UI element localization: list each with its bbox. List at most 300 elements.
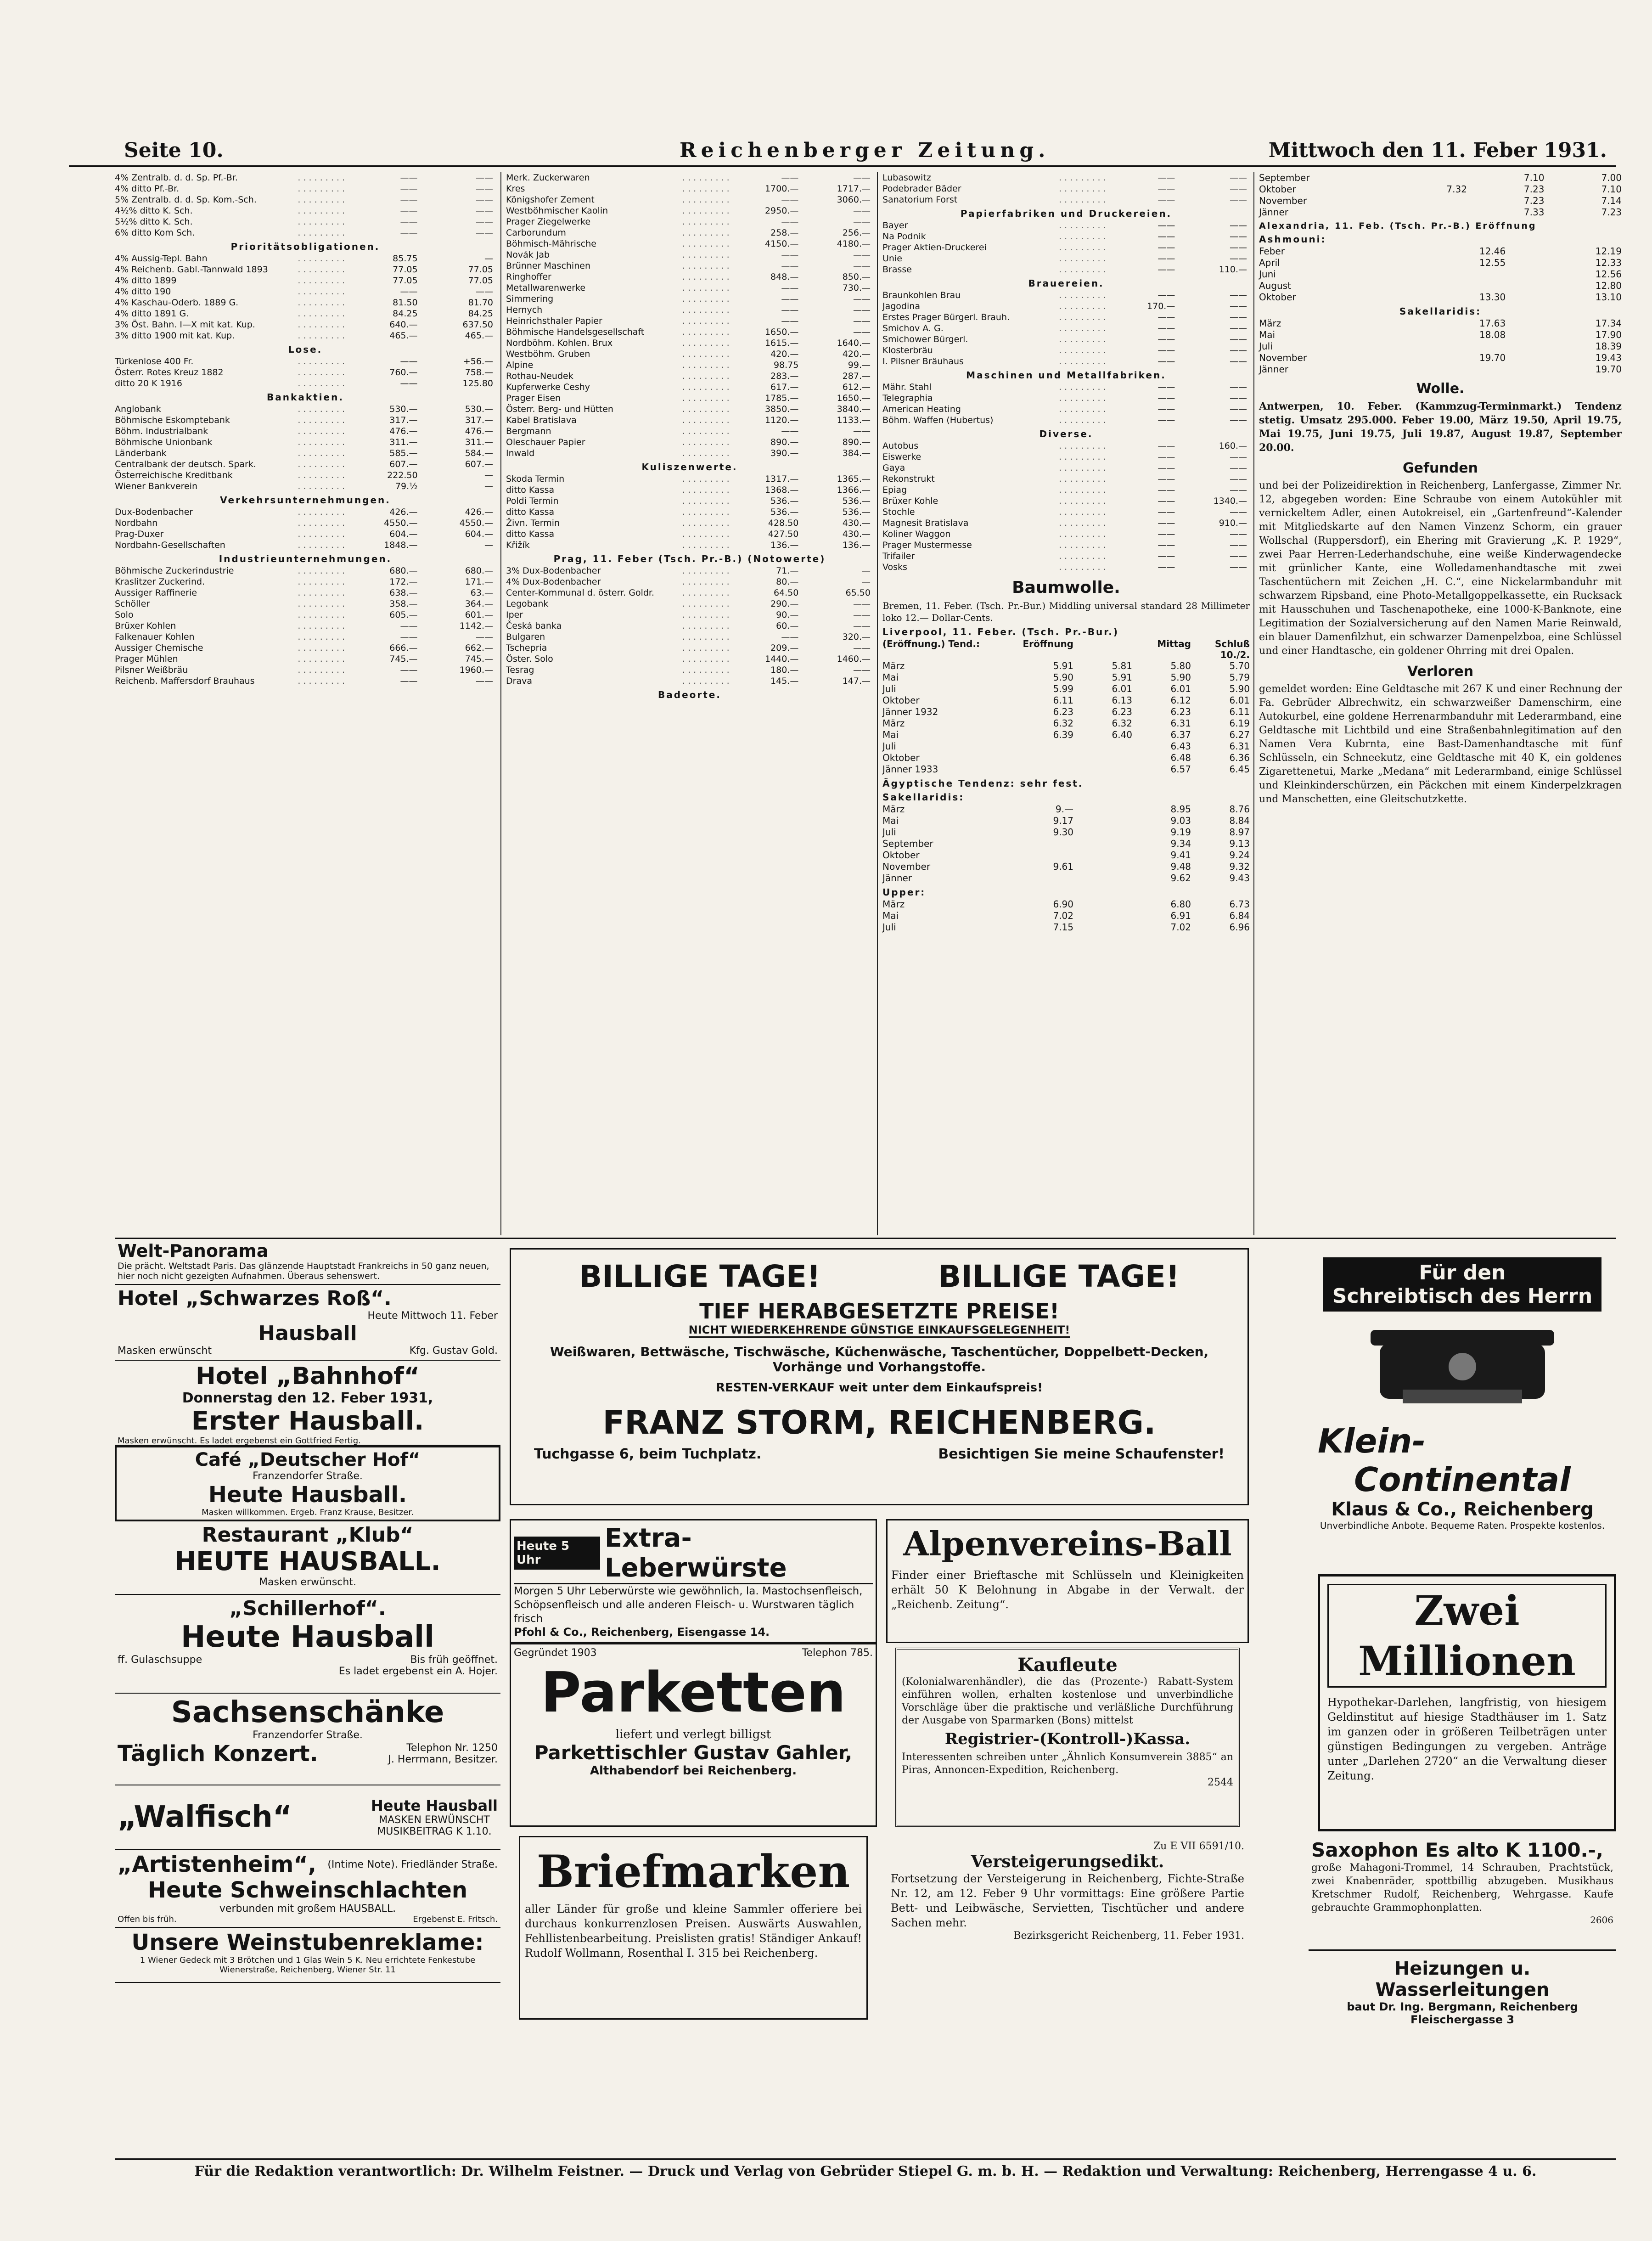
stock-value-prev: 585.— (389, 448, 418, 458)
stock-name: Länderbank (115, 448, 167, 458)
stock-row (506, 518, 873, 529)
ad-owner: Kfg. Gustav Gold. (409, 1345, 498, 1357)
stock-value-prev: —— (1158, 452, 1175, 462)
stock-value-curr: — (484, 470, 494, 480)
stock-row (506, 598, 873, 609)
dot-leader: . . . . . . . . . (682, 665, 730, 675)
stock-value-curr: —— (853, 426, 871, 436)
stock-value-curr: — (484, 253, 494, 264)
stock-row (506, 304, 873, 315)
dot-leader: . . . . . . . . . (298, 518, 345, 528)
table-value: 7.02 (1170, 922, 1191, 933)
table-month: Jänner (1259, 207, 1289, 218)
table-header-cell: (Eröffnung.) Tend.: (882, 638, 980, 649)
stock-value-prev: 666.— (389, 643, 418, 653)
stock-value-prev: —— (781, 305, 799, 315)
ad-top2: Schreibtisch des Herrn (1332, 1284, 1593, 1308)
stock-name: Iper (506, 610, 523, 620)
stock-value-curr: 171.— (465, 577, 494, 587)
stock-name: Öster. Solo (506, 654, 553, 664)
sakellaridis-table (1259, 318, 1622, 375)
stock-name: ditto 20 K 1916 (115, 378, 182, 389)
stock-value-prev: 85.75 (393, 253, 418, 264)
table-value: 9.13 (1229, 838, 1250, 849)
ad-sub: Heute Mittwoch 11. Feber (367, 1310, 498, 1322)
table-value: 6.23 (1170, 706, 1191, 717)
stock-value-prev: —— (1158, 323, 1175, 333)
sakellaridis-row (1259, 364, 1622, 375)
ad-title: Alpenvereins-Ball (903, 1524, 1232, 1563)
stock-row (882, 172, 1250, 183)
dot-leader: . . . . . . . . . (682, 217, 730, 227)
stock-name: Böhmische Handelsgesellschaft (506, 327, 645, 337)
stock-value-curr: —— (1230, 184, 1247, 194)
stock-value-curr: —— (476, 217, 494, 227)
stock-value-prev: 638.— (389, 588, 418, 598)
dot-leader: . . . . . . . . . (682, 437, 730, 447)
table-value: 7.10 (1601, 184, 1622, 195)
stock-row (882, 484, 1250, 495)
table-header-cell: Eröffnung (1023, 638, 1073, 649)
ad-hotel-bahnhof (115, 1361, 500, 1446)
ad-num: 2544 (1208, 1777, 1233, 1788)
dot-leader: . . . . . . . . . (682, 338, 730, 348)
stock-value-curr: 430.— (842, 529, 871, 539)
stock-value-prev: —— (1158, 184, 1175, 194)
ad-title: „Artistenheim“, (118, 1852, 316, 1877)
stock-name: Brünner Maschinen (506, 261, 590, 271)
dot-leader: . . . . . . . . . (298, 331, 345, 341)
table-value: 6.39 (1053, 729, 1073, 740)
stock-row (882, 404, 1250, 415)
stock-row (115, 330, 496, 341)
stock-value-prev: —— (1158, 474, 1175, 484)
stock-value-prev: 426.— (389, 507, 418, 517)
ad-weinstube (115, 1928, 500, 1983)
stock-value-prev: 1650.— (764, 327, 799, 337)
table-month: Mai (1259, 329, 1276, 340)
dot-leader: . . . . . . . . . (298, 566, 345, 576)
ad-rest: RESTEN-VERKAUF weit unter dem Einkaufspreis! (716, 1381, 1043, 1395)
stock-value-curr: —— (1230, 345, 1247, 355)
table-value: 19.70 (1595, 364, 1622, 375)
stock-value-curr: —— (853, 173, 871, 183)
table-value: 5.90 (1229, 683, 1250, 694)
stock-name: Aussiger Chemische (115, 643, 203, 653)
dot-leader: . . . . . . . . . (682, 239, 730, 249)
stock-value-prev: 4150.— (764, 239, 799, 249)
ad-small: Unverbindliche Anbote. Bequeme Raten. Prospekte kostenlos. (1320, 1520, 1605, 1531)
table-value: 9.62 (1170, 873, 1191, 884)
ad-title: Hotel „Bahnhof“ (196, 1363, 420, 1390)
stock-value-curr: —— (1230, 301, 1247, 311)
table-value (1015, 873, 1073, 884)
stock-value-prev: —— (400, 378, 418, 389)
ad-big: Heute Hausball (180, 1620, 435, 1654)
stock-value-curr: —— (853, 261, 871, 271)
table-value: 9.41 (1170, 850, 1191, 861)
table-month: November (1259, 352, 1307, 363)
egypt-row (882, 827, 1250, 838)
stock-name: 4% ditto 190 (115, 287, 171, 297)
ad-small: Masken erwünscht (118, 1345, 212, 1357)
ad-cafe-deutscher-hof (115, 1446, 500, 1521)
table-value: 18.39 (1595, 341, 1622, 352)
dot-leader: . . . . . . . . . (682, 632, 730, 642)
cotton-title: Baumwolle. (1012, 578, 1120, 597)
stock-value-prev: —— (1158, 518, 1175, 528)
dot-leader: . . . . . . . . . (298, 540, 345, 550)
stock-name: Tesrag (506, 665, 534, 675)
stock-name: Westböhm. Gruben (506, 349, 590, 359)
stock-row (115, 620, 496, 631)
ad-title: Zwei Millionen (1327, 1584, 1607, 1688)
stock-row (506, 194, 873, 205)
page-number: Seite 10. (124, 139, 224, 162)
ad-small: Offen bis früh. (118, 1914, 177, 1924)
stock-row (506, 653, 873, 664)
stock-row (882, 242, 1250, 253)
table-value: 6.13 (1112, 695, 1132, 706)
upper-row (882, 910, 1250, 922)
stock-row (115, 172, 496, 183)
stock-value-prev: 1317.— (764, 474, 799, 484)
table-month: April (1259, 257, 1280, 268)
stock-row (115, 481, 496, 492)
sakellaridis-row (1259, 341, 1622, 352)
stock-name: Rekonstrukt (882, 474, 935, 484)
column-3-stock-and-cotton (877, 172, 1250, 1235)
stock-row (506, 620, 873, 631)
ad-heizungen (1309, 1955, 1616, 2026)
table-value: 8.84 (1229, 815, 1250, 826)
stock-value-prev: —— (1158, 441, 1175, 451)
section-heading: Prag, 11. Feber (Tsch. Pr.-B.) (Notowerte) (553, 553, 826, 564)
dot-leader: . . . . . . . . . (682, 474, 730, 484)
table-value: 9.34 (1170, 838, 1191, 849)
dot-leader: . . . . . . . . . (298, 481, 345, 491)
stock-value-prev: 180.— (770, 665, 799, 675)
table-value (1389, 364, 1506, 375)
dot-leader: . . . . . . . . . (298, 298, 345, 308)
stock-value-prev: —— (781, 217, 799, 227)
section-heading: Maschinen und Metallfabriken. (966, 370, 1166, 381)
dot-leader: . . . . . . . . . (1059, 551, 1106, 561)
table-value: 6.31 (1229, 741, 1250, 752)
dot-leader: . . . . . . . . . (298, 577, 345, 587)
cotton-liverpool: Liverpool, 11. Feber. (Tsch. Pr.-Bur.) (882, 626, 1119, 637)
stock-value-prev: 170.— (1147, 301, 1175, 311)
stock-name: Böhm. Industrialbank (115, 426, 208, 436)
cotton-cont-row (1259, 195, 1622, 207)
stock-value-curr: 637.50 (462, 320, 494, 330)
stock-name: 4% ditto 1899 (115, 276, 177, 286)
table-value: 5.81 (1112, 660, 1132, 671)
stock-value-prev: 3850.— (764, 404, 799, 414)
table-value: 6.84 (1229, 910, 1250, 921)
stock-value-prev: —— (400, 621, 418, 631)
ad-r3: MUSIKBEITRAG K 1.10. (377, 1826, 492, 1837)
stock-value-curr: —— (853, 305, 871, 315)
table-month: Juli (882, 741, 896, 752)
ad-text: 1 Wiener Gedeck mit 3 Brötchen und 1 Glas Wein 5 K. Neu errichtete Fenkestube Wienerstraße, Reichenberg, Wiener Str. 11 (140, 1955, 476, 1975)
table-value (1073, 910, 1132, 922)
lost-title: Verloren (1407, 664, 1474, 680)
table-value: 6.73 (1229, 899, 1250, 910)
dot-leader: . . . . . . . . . (682, 518, 730, 528)
stock-value-prev: 680.— (389, 566, 418, 576)
stock-value-prev: —— (1158, 551, 1175, 561)
dot-leader: . . . . . . . . . (682, 610, 730, 620)
ad-versteigerungsedikt (886, 1836, 1249, 2020)
ad-sachsenschaenke (115, 1694, 500, 1785)
dot-leader: . . . . . . . . . (682, 294, 730, 304)
stock-row (882, 551, 1250, 562)
stock-row (882, 264, 1250, 275)
table-month: März (882, 804, 905, 815)
stock-row (506, 371, 873, 382)
stock-name: 3% Öst. Bahn. I—X mit kat. Kup. (115, 320, 255, 330)
stock-value-curr: — (484, 540, 494, 550)
stock-value-curr: 662.— (465, 643, 494, 653)
dot-leader: . . . . . . . . . (682, 283, 730, 293)
section-heading: Badeorte. (658, 689, 721, 700)
stock-value-prev: 84.25 (393, 309, 418, 319)
stock-row (506, 415, 873, 426)
stock-row (882, 323, 1250, 334)
stock-row (506, 172, 873, 183)
dot-leader: . . . . . . . . . (682, 316, 730, 326)
ad-big1: Klein- (1318, 1422, 1426, 1460)
stock-value-curr: —— (1230, 415, 1247, 425)
stock-row (506, 393, 873, 404)
stock-value-prev: —— (1158, 393, 1175, 403)
dot-leader: . . . . . . . . . (298, 665, 345, 675)
stock-value-curr: —— (1230, 253, 1247, 264)
stock-value-prev: 90.— (776, 610, 799, 620)
stock-value-curr: 110.— (1219, 265, 1247, 275)
stock-value-prev: —— (781, 316, 799, 326)
ad-parketten (510, 1643, 877, 1827)
stock-row (115, 676, 496, 687)
ad-text: Fortsetzung der Versteigerung in Reichenberg, Fichte-Straße Nr. 12, am 12. Feber 9 Uhr vormittags: Eine größere Partie Bett- und Leibwäsche, Servietten, Tischtücher und andere Sachen mehr. (891, 1872, 1244, 1929)
stock-value-curr: 1650.— (837, 393, 871, 403)
stock-row (115, 297, 496, 308)
cotton-row (882, 752, 1250, 764)
table-value (1073, 861, 1132, 873)
ad-big: Briefmarken (536, 1846, 850, 1898)
stock-row (115, 378, 496, 389)
ad-sig: Bezirksgericht Reichenberg, 11. Feber 1931. (1013, 1930, 1244, 1942)
stock-value-prev: 81.50 (393, 298, 418, 308)
stock-name: ditto Kassa (506, 485, 555, 495)
dot-leader: . . . . . . . . . (1059, 518, 1106, 528)
stock-value-prev: —— (1158, 540, 1175, 550)
stock-value-curr: 384.— (842, 448, 871, 458)
newspaper-title: Reichenberger Zeitung. (680, 139, 1050, 162)
stock-value-curr: —— (476, 206, 494, 216)
table-month: Juli (882, 922, 896, 933)
dot-leader: . . . . . . . . . (1059, 441, 1106, 451)
dot-leader: . . . . . . . . . (1059, 496, 1106, 506)
stock-row (115, 275, 496, 286)
table-value (1073, 827, 1132, 838)
stock-row (506, 360, 873, 371)
stock-row (506, 271, 873, 282)
stock-row (506, 238, 873, 249)
stock-name: 5½% ditto K. Sch. (115, 217, 193, 227)
dot-leader: . . . . . . . . . (682, 382, 730, 392)
ad-title: Hotel „Schwarzes Roß“. (118, 1287, 392, 1310)
stock-name: ditto Kassa (506, 507, 555, 517)
stock-row (882, 451, 1250, 462)
stock-value-curr: —— (853, 643, 871, 653)
stock-value-prev: 77.05 (393, 265, 418, 275)
dot-leader: . . . . . . . . . (1059, 290, 1106, 300)
table-value: 6.12 (1170, 695, 1191, 706)
stock-value-curr: —— (1230, 231, 1247, 242)
table-value: 8.97 (1229, 827, 1250, 838)
stock-name: Österr. Berg- und Hütten (506, 404, 613, 414)
stock-value-prev: 427.50 (768, 529, 799, 539)
stock-row (506, 293, 873, 304)
stock-value-curr: —— (476, 228, 494, 238)
stock-value-curr: 77.05 (468, 265, 494, 275)
ad-name: Parkettischler Gustav Gahler, (534, 1741, 853, 1764)
stock-value-curr: —— (1230, 562, 1247, 572)
stock-name: Epiag (882, 485, 907, 495)
dot-leader: . . . . . . . . . (298, 195, 345, 205)
dot-leader: . . . . . . . . . (682, 507, 730, 517)
ad-kaufleute (895, 1648, 1240, 1827)
ad-title: „Schillerhof“. (229, 1597, 386, 1620)
dot-leader: . . . . . . . . . (1059, 345, 1106, 355)
stock-row (506, 205, 873, 216)
stock-name: Prager Mühlen (115, 654, 178, 664)
cotton-row (882, 729, 1250, 741)
table-month: November (882, 861, 931, 872)
stock-name: Kupferwerke Ceshy (506, 382, 590, 392)
stock-name: Na Podnik (882, 231, 926, 242)
stock-value-prev: —— (1158, 195, 1175, 205)
table-value: 13.10 (1595, 292, 1622, 303)
stock-name: Böhm. Waffen (Hubertus) (882, 415, 994, 425)
stock-name: Heinrichsthaler Papier (506, 316, 602, 326)
cotton-row (882, 741, 1250, 752)
stock-value-curr: 3060.— (837, 195, 871, 205)
ad-text: aller Länder für große und kleine Sammler offeriere bei durchaus konkurrenzlosen Preisen. Auswärts Auswahlen, Fehllistenbearbeitung. Preislisten gratis! Ständiger Ankauf! Rudolf Wollmann, Rosenthal I. 315 bei Reichenberg. (525, 1903, 862, 1959)
table-value: 9.32 (1229, 861, 1250, 872)
table-value (1389, 280, 1506, 292)
stock-row (506, 260, 873, 271)
ashmouni-table (1259, 246, 1622, 303)
stock-name: Česká banka (506, 621, 562, 631)
imprint-footer: Für die Redaktion verantwortlich: Dr. Wilhelm Feistner. — Druck und Verlag von Gebrüder Stiepel G. m. b. H. — Redaktion und Verwaltung: Reichenberg, Herrengasse 4 u. 6. (115, 2158, 1616, 2186)
dot-leader: . . . . . . . . . (298, 426, 345, 436)
dot-leader: . . . . . . . . . (682, 404, 730, 414)
stock-value-curr: —— (476, 632, 494, 642)
stock-name: Nordbahn (115, 518, 158, 528)
ad-look: Besichtigen Sie meine Schaufenster! (938, 1446, 1225, 1462)
stock-value-curr: 612.— (842, 382, 871, 392)
section-heading: Lose. (288, 344, 323, 355)
table-month: Mai (882, 672, 899, 683)
dot-leader: . . . . . . . . . (1059, 323, 1106, 333)
section-heading: Verkehrsunternehmungen. (220, 495, 391, 506)
stock-value-curr: 317.— (465, 415, 494, 425)
table-value (1073, 752, 1132, 764)
stock-row (506, 382, 873, 393)
stock-value-prev: —— (400, 632, 418, 642)
section-heading: Bankaktien. (267, 392, 344, 403)
table-month: Juni (1259, 269, 1276, 280)
table-value: 5.91 (1112, 672, 1132, 683)
stock-name: Prager Mustermesse (882, 540, 972, 550)
stock-value-prev: 617.— (770, 382, 799, 392)
upper-table (882, 899, 1250, 933)
ad-r1: Heute Hausball (371, 1797, 498, 1814)
table-month: Feber (1259, 246, 1285, 257)
table-month: Juli (882, 827, 896, 838)
cotton-row (882, 764, 1250, 775)
stock-value-curr: —— (1230, 356, 1247, 366)
stock-row (506, 338, 873, 349)
stock-value-prev: 530.— (389, 404, 418, 414)
ad-owner: J. Herrmann, Besitzer. (388, 1754, 498, 1765)
stock-name: Magnesit Bratislava (882, 518, 969, 528)
stock-value-prev: —— (400, 184, 418, 194)
stock-row (506, 315, 873, 327)
stock-value-prev: 1615.— (764, 338, 799, 348)
ad-title: Unsere Weinstubenreklame: (131, 1930, 484, 1955)
table-month: Jänner (1259, 364, 1289, 375)
dot-leader: . . . . . . . . . (1059, 301, 1106, 311)
stock-value-prev: —— (1158, 356, 1175, 366)
table-value (1073, 899, 1132, 910)
section-heading: Prioritätsobligationen. (230, 241, 380, 252)
table-month: September (1259, 172, 1310, 183)
stock-value-curr: 99.— (848, 360, 871, 370)
stock-row (115, 286, 496, 297)
stock-value-curr: 1340.— (1213, 496, 1247, 506)
stock-value-curr: 1960.— (459, 665, 494, 675)
stock-name: Mähr. Stahl (882, 382, 932, 392)
table-value (1073, 804, 1132, 815)
table-value (1073, 873, 1132, 884)
stock-value-prev: 1120.— (764, 415, 799, 425)
ad-small: Masken willkommen. Ergeb. Franz Krause, Besitzer. (202, 1508, 414, 1517)
egypt-title: Ägyptische Tendenz: sehr fest. (882, 778, 1084, 789)
stock-row (115, 404, 496, 415)
stock-value-curr: —— (476, 676, 494, 686)
ad-schillerhof (115, 1595, 500, 1694)
ad-alpenvereins-ball (886, 1519, 1249, 1643)
table-value: 6.36 (1229, 752, 1250, 763)
stock-value-curr: —— (1230, 393, 1247, 403)
cotton-continued-table (1259, 172, 1622, 218)
table-month: Oktober (1259, 184, 1296, 195)
table-header-cell: Schluß 10./2. (1215, 638, 1250, 660)
table-value (1015, 752, 1073, 764)
dot-leader: . . . . . . . . . (1059, 393, 1106, 403)
stock-name: Merk. Zuckerwaren (506, 173, 590, 183)
egypt-row (882, 815, 1250, 827)
stock-value-prev: 390.— (770, 448, 799, 458)
ad-title: Welt-Panorama (118, 1241, 269, 1261)
table-value: 6.01 (1170, 683, 1191, 694)
stock-name: Bulgaren (506, 632, 545, 642)
table-value: 13.30 (1479, 292, 1506, 303)
